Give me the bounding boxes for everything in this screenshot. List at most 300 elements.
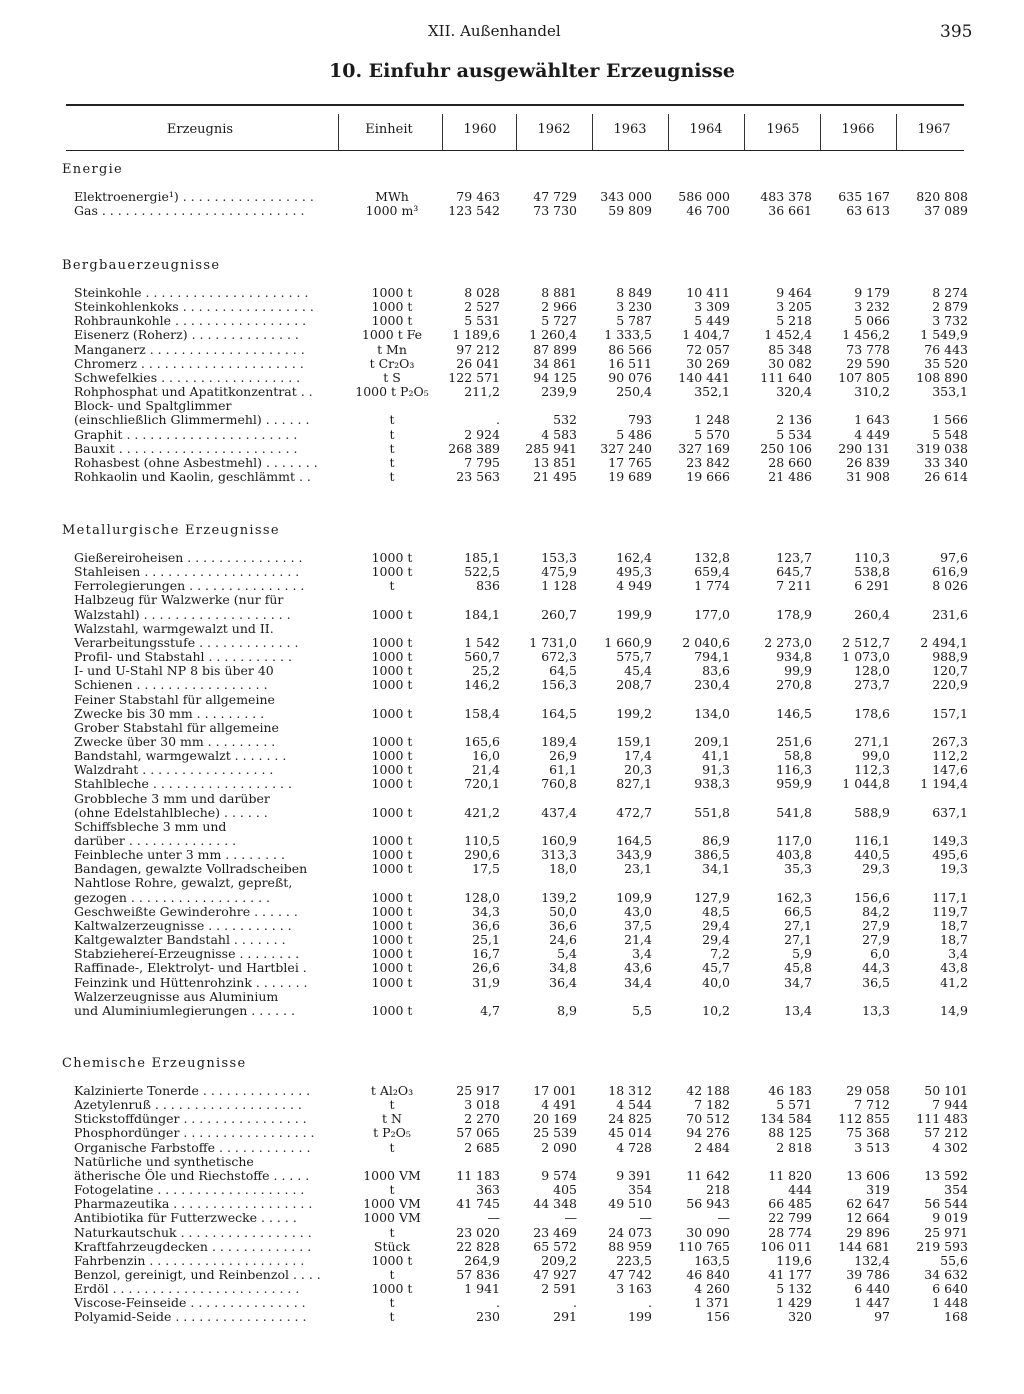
- table-row: [60, 1183, 970, 1197]
- cell-value: 55,6: [940, 1252, 968, 1268]
- row-label: Grobbleche 3 mm und darüber: [74, 791, 270, 806]
- table-row: [60, 650, 970, 664]
- row-label: gezogen . . . . . . . . . . . . . . . . . .: [74, 890, 271, 905]
- table-row: [60, 1211, 970, 1225]
- cell-value: 127,9: [694, 889, 730, 905]
- cell-value: 5 066: [854, 313, 890, 329]
- cell-value: 42 188: [686, 1083, 730, 1098]
- row-label: Stabziehereí-Erzeugnisse . . . . . . . .: [74, 947, 300, 962]
- cell-value: 440,5: [854, 847, 890, 863]
- table-row: [60, 470, 970, 484]
- cell-value: 220,9: [932, 677, 968, 693]
- cell-value: 313,3: [541, 847, 577, 863]
- cell-value: 41 177: [768, 1266, 812, 1282]
- cell-value: 36,6: [472, 917, 500, 933]
- row-label: Stahlbleche . . . . . . . . . . . . . . . . . .: [74, 777, 292, 792]
- cell-value: 99,9: [784, 663, 812, 679]
- cell-value: 9 391: [616, 1167, 652, 1183]
- cell-value: 7 712: [854, 1097, 890, 1113]
- cell-value: 267,3: [932, 733, 968, 749]
- cell-value: 327 169: [678, 440, 730, 456]
- cell-value: 2 136: [776, 412, 812, 428]
- table-row: [60, 919, 970, 933]
- cell-value: 354: [628, 1182, 652, 1198]
- cell-value: 260,7: [541, 606, 577, 622]
- cell-value: 2 966: [541, 299, 577, 315]
- cell-value: 21 495: [533, 468, 577, 484]
- row-label: Azetylenruß . . . . . . . . . . . . . . . . . . .: [74, 1098, 302, 1113]
- table-row: [60, 792, 970, 806]
- cell-value: 18,0: [549, 861, 577, 877]
- row-label: Viscose-Feinseide . . . . . . . . . . . . . . .: [74, 1296, 306, 1311]
- table-row: [60, 385, 970, 399]
- cell-value: 290 131: [838, 440, 890, 456]
- cell-value: 34,1: [702, 861, 730, 877]
- cell-value: 59 809: [608, 203, 652, 219]
- column-separator: [516, 114, 517, 150]
- cell-value: 97,6: [940, 550, 968, 565]
- cell-value: 637,1: [932, 804, 968, 820]
- row-label: Halbzeug für Walzwerke (nur für: [74, 593, 284, 608]
- column-separator: [592, 114, 593, 150]
- row-unit: 1000 t: [371, 932, 413, 948]
- cell-value: 9 574: [541, 1167, 577, 1183]
- cell-value: 56 544: [924, 1196, 968, 1212]
- cell-value: 1 549,9: [920, 327, 968, 343]
- cell-value: 3,4: [632, 946, 652, 962]
- cell-value: 1 731,0: [529, 634, 577, 650]
- table-row: [60, 693, 970, 707]
- cell-value: 177,0: [694, 606, 730, 622]
- row-unit: 1000 t: [371, 705, 413, 721]
- cell-value: 43,8: [940, 960, 968, 976]
- cell-value: 29 058: [846, 1083, 890, 1098]
- cell-value: 13 851: [533, 454, 577, 470]
- cell-value: 128,0: [854, 663, 890, 679]
- row-label: Erdöl . . . . . . . . . . . . . . . . . . . . . . . .: [74, 1282, 300, 1297]
- cell-value: 75 368: [846, 1125, 890, 1141]
- row-label: (einschließlich Glimmermehl) . . . . . .: [74, 413, 310, 428]
- cell-value: 9 179: [854, 285, 890, 300]
- cell-value: 185,1: [464, 550, 500, 565]
- row-label: (ohne Edelstahlbleche) . . . . . .: [74, 805, 268, 820]
- row-unit: 1000 t: [371, 649, 413, 665]
- cell-value: 107 805: [838, 369, 890, 385]
- row-unit: t Mn: [377, 341, 407, 357]
- cell-value: 251,6: [776, 733, 812, 749]
- row-label: Feinzink und Hüttenrohzink . . . . . . .: [74, 975, 308, 990]
- cell-value: 24,6: [549, 932, 577, 948]
- cell-value: 36 661: [768, 203, 812, 219]
- cell-value: 8 028: [464, 285, 500, 300]
- cell-value: 7 944: [932, 1097, 968, 1113]
- table-row: [60, 608, 970, 622]
- table-row: [60, 1084, 970, 1098]
- cell-value: 86,9: [702, 833, 730, 848]
- table-row: [60, 343, 970, 357]
- cell-value: 31,9: [472, 974, 500, 990]
- table-row: [60, 1268, 970, 1282]
- cell-value: 134 584: [760, 1111, 812, 1127]
- cell-value: 73 730: [533, 203, 577, 219]
- cell-value: 588,9: [854, 804, 890, 820]
- row-label: Manganerz . . . . . . . . . . . . . . . . . . . .: [74, 342, 305, 357]
- table-row: [60, 399, 970, 413]
- cell-value: —: [639, 1210, 652, 1226]
- cell-value: 3 205: [776, 299, 812, 315]
- cell-value: 6 291: [854, 578, 890, 594]
- row-unit: 1000 t Fe: [361, 327, 423, 343]
- cell-value: 405: [553, 1182, 577, 1198]
- cell-value: 18 312: [608, 1083, 652, 1098]
- cell-value: 57 065: [456, 1125, 500, 1141]
- cell-value: 23 842: [686, 454, 730, 470]
- row-unit: t: [389, 578, 395, 594]
- cell-value: 41,2: [940, 974, 968, 990]
- table-row: [60, 664, 970, 678]
- cell-value: 36,6: [549, 917, 577, 933]
- cell-value: 46 700: [686, 203, 730, 219]
- cell-value: 110,3: [854, 550, 890, 565]
- row-label: Rohasbest (ohne Asbestmehl) . . . . . . .: [74, 455, 318, 470]
- cell-value: 37 089: [924, 203, 968, 219]
- row-unit: 1000 t: [371, 1002, 413, 1018]
- row-label: darüber . . . . . . . . . . . . . .: [74, 834, 237, 848]
- cell-value: 164,5: [541, 705, 577, 721]
- row-label: Graphit . . . . . . . . . . . . . . . . . . . . . .: [74, 427, 298, 442]
- cell-value: 84,2: [862, 903, 890, 919]
- cell-value: 108 890: [916, 369, 968, 385]
- cell-value: 5,5: [632, 1002, 652, 1018]
- cell-value: 2 090: [541, 1139, 577, 1155]
- cell-value: 9 464: [776, 285, 812, 300]
- row-unit: 1000 t: [371, 917, 413, 933]
- cell-value: 112,2: [932, 748, 968, 764]
- row-label: Rohphosphat und Apatitkonzentrat . .: [74, 385, 313, 400]
- cell-value: 12 664: [846, 1210, 890, 1226]
- cell-value: 110 765: [678, 1238, 730, 1254]
- cell-value: 1 566: [932, 412, 968, 428]
- cell-value: 189,4: [541, 733, 577, 749]
- cell-value: 551,8: [694, 804, 730, 820]
- cell-value: 495,3: [616, 564, 652, 580]
- cell-value: 26 041: [456, 355, 500, 371]
- row-label: Kaltwalzerzeugnisse . . . . . . . . . . .: [74, 918, 292, 933]
- cell-value: 18,7: [940, 917, 968, 933]
- row-label: Fotogelatine . . . . . . . . . . . . . . . . . . .: [74, 1183, 305, 1198]
- row-unit: 1000 t: [371, 313, 413, 329]
- cell-value: 34,4: [624, 974, 652, 990]
- table-row: [60, 1098, 970, 1112]
- row-label: Walzstahl, warmgewalzt und II.: [74, 621, 274, 636]
- cell-value: 354: [944, 1182, 968, 1198]
- cell-value: 403,8: [776, 847, 812, 863]
- cell-value: 29,3: [862, 861, 890, 877]
- row-label: Fahrbenzin . . . . . . . . . . . . . . . . . . . .: [74, 1253, 305, 1268]
- cell-value: 88 125: [768, 1125, 812, 1141]
- row-label: Eisenerz (Roherz) . . . . . . . . . . . . . .: [74, 328, 299, 343]
- cell-value: .: [573, 1295, 577, 1311]
- cell-value: 541,8: [776, 804, 812, 820]
- cell-value: 250,4: [616, 384, 652, 400]
- cell-value: 139,2: [541, 889, 577, 905]
- cell-value: 231,6: [932, 606, 968, 622]
- row-unit: t: [389, 468, 395, 484]
- table-row: [60, 286, 970, 300]
- cell-value: 4 949: [616, 578, 652, 594]
- cell-value: 34,7: [784, 974, 812, 990]
- cell-value: 46 183: [768, 1083, 812, 1098]
- table-row: [60, 834, 970, 848]
- cell-value: 1 448: [932, 1295, 968, 1311]
- section-heading: Metallurgische Erzeugnisse: [62, 523, 280, 538]
- cell-value: 26,6: [472, 960, 500, 976]
- cell-value: 938,3: [694, 776, 730, 792]
- cell-value: 319 038: [916, 440, 968, 456]
- cell-value: 793: [628, 412, 652, 428]
- cell-value: 1 660,9: [604, 634, 652, 650]
- cell-value: 472,7: [616, 804, 652, 820]
- cell-value: 2 494,1: [920, 634, 968, 650]
- cell-value: 264,9: [464, 1252, 500, 1268]
- cell-value: 112 855: [838, 1111, 890, 1127]
- cell-value: 7 211: [776, 578, 812, 594]
- row-label: Steinkohle . . . . . . . . . . . . . . . . . . . . .: [74, 286, 309, 300]
- column-separator: [442, 114, 443, 150]
- cell-value: 30 269: [686, 355, 730, 371]
- cell-value: 156: [706, 1309, 730, 1325]
- cell-value: 223,5: [616, 1252, 652, 1268]
- cell-value: 8 881: [541, 285, 577, 300]
- running-head: XII. Außenhandel: [428, 22, 561, 40]
- cell-value: 483 378: [760, 189, 812, 204]
- cell-value: 23 563: [456, 468, 500, 484]
- cell-value: 21 486: [768, 468, 812, 484]
- cell-value: 25 539: [533, 1125, 577, 1141]
- cell-value: 28 774: [768, 1224, 812, 1240]
- cell-value: 27,9: [862, 917, 890, 933]
- cell-value: 90 076: [608, 369, 652, 385]
- row-unit: MWh: [375, 189, 409, 204]
- cell-value: 1 333,5: [604, 327, 652, 343]
- row-label: Zwecke bis 30 mm . . . . . . . . .: [74, 706, 265, 721]
- row-unit: 1000 t: [371, 634, 413, 650]
- row-label: Kraftfahrzeugdecken . . . . . . . . . . . . .: [74, 1239, 312, 1254]
- cell-value: 4 728: [616, 1139, 652, 1155]
- table-row: [60, 678, 970, 692]
- cell-value: 2 273,0: [764, 634, 812, 650]
- cell-value: 36,4: [549, 974, 577, 990]
- cell-value: 285 941: [525, 440, 577, 456]
- cell-value: 25 971: [924, 1224, 968, 1240]
- cell-value: 117,0: [776, 833, 812, 848]
- row-unit: 1000 VM: [363, 1196, 421, 1212]
- row-label: Schiffsbleche 3 mm und: [74, 819, 227, 834]
- cell-value: 61,1: [549, 762, 577, 778]
- table-row: [60, 905, 970, 919]
- row-label: Gießereiroheisen . . . . . . . . . . . . . . .: [74, 551, 303, 565]
- cell-value: 2 270: [464, 1111, 500, 1127]
- cell-value: 3 163: [616, 1281, 652, 1297]
- cell-value: .: [496, 412, 500, 428]
- cell-value: 63 613: [846, 203, 890, 219]
- cell-value: 45,8: [784, 960, 812, 976]
- cell-value: 66 485: [768, 1196, 812, 1212]
- table-row: [60, 1126, 970, 1140]
- cell-value: 4 449: [854, 426, 890, 442]
- cell-value: 106 011: [760, 1238, 812, 1254]
- cell-value: 3 018: [464, 1097, 500, 1113]
- row-unit: t P₂O₅: [373, 1125, 411, 1141]
- table-row: [60, 721, 970, 735]
- row-label: Feinbleche unter 3 mm . . . . . . . .: [74, 848, 285, 863]
- cell-value: 209,2: [541, 1252, 577, 1268]
- table-row: [60, 1254, 970, 1268]
- column-separator: [338, 114, 339, 150]
- table-row: [60, 891, 970, 905]
- cell-value: 65 572: [533, 1238, 577, 1254]
- row-label: Schwefelkies . . . . . . . . . . . . . . . . . .: [74, 370, 301, 385]
- cell-value: 44 348: [533, 1196, 577, 1212]
- row-label: Rohbraunkohle . . . . . . . . . . . . . . . . .: [74, 314, 307, 329]
- cell-value: 23,1: [624, 861, 652, 877]
- cell-value: 8 026: [932, 578, 968, 594]
- cell-value: 5 531: [464, 313, 500, 329]
- cell-value: 836: [476, 578, 500, 594]
- cell-value: 22 799: [768, 1210, 812, 1226]
- table-row: [60, 749, 970, 763]
- cell-value: 2 527: [464, 299, 500, 315]
- cell-value: 2 512,7: [842, 634, 890, 650]
- cell-value: 2 818: [776, 1139, 812, 1155]
- cell-value: 163,5: [694, 1252, 730, 1268]
- row-label: Pharmazeutika . . . . . . . . . . . . . . . . . .: [74, 1197, 313, 1212]
- cell-value: 3 230: [616, 299, 652, 315]
- cell-value: 760,8: [541, 776, 577, 792]
- cell-value: 3 309: [694, 299, 730, 315]
- cell-value: 56 943: [686, 1196, 730, 1212]
- table-row: [60, 190, 970, 204]
- cell-value: 4,7: [480, 1002, 500, 1018]
- cell-value: 19 666: [686, 468, 730, 484]
- cell-value: 17 001: [533, 1083, 577, 1098]
- cell-value: 27,1: [784, 932, 812, 948]
- cell-value: 34,8: [549, 960, 577, 976]
- table-row: [60, 357, 970, 371]
- cell-value: 1 189,6: [452, 327, 500, 343]
- cell-value: 25,2: [472, 663, 500, 679]
- cell-value: 45,7: [702, 960, 730, 976]
- cell-value: 66,5: [784, 903, 812, 919]
- row-label: Ferrolegierungen . . . . . . . . . . . . . . .: [74, 579, 305, 594]
- cell-value: 87 899: [533, 341, 577, 357]
- cell-value: 43,6: [624, 960, 652, 976]
- row-unit: t: [389, 1266, 395, 1282]
- cell-value: 7 795: [464, 454, 500, 470]
- row-label: Block- und Spaltglimmer: [74, 399, 232, 414]
- cell-value: 29 896: [846, 1224, 890, 1240]
- table-row: [60, 593, 970, 607]
- table-row: [60, 1282, 970, 1296]
- row-label: Benzol, gereinigt, und Reinbenzol . . . .: [74, 1267, 321, 1282]
- cell-value: 18,7: [940, 932, 968, 948]
- row-unit: t: [389, 1295, 395, 1311]
- cell-value: 110,5: [464, 833, 500, 848]
- table-row: [60, 1226, 970, 1240]
- cell-value: 45 014: [608, 1125, 652, 1141]
- cell-value: 147,6: [932, 762, 968, 778]
- row-label: Profil- und Stabstahl . . . . . . . . . . .: [74, 650, 292, 665]
- cell-value: 22 828: [456, 1238, 500, 1254]
- row-label: Zwecke über 30 mm . . . . . . . . .: [74, 734, 276, 749]
- table-row: [60, 848, 970, 862]
- cell-value: 522,5: [464, 564, 500, 580]
- cell-value: 45,4: [624, 663, 652, 679]
- row-unit: 1000 t: [371, 861, 413, 877]
- cell-value: 988,9: [932, 649, 968, 665]
- table-row: [60, 456, 970, 470]
- cell-value: 27,1: [784, 917, 812, 933]
- cell-value: 4 583: [541, 426, 577, 442]
- section-heading: Bergbauerzeugnisse: [62, 258, 221, 273]
- cell-value: 10 411: [686, 285, 730, 300]
- cell-value: 3 513: [854, 1139, 890, 1155]
- row-unit: 1000 t: [371, 903, 413, 919]
- cell-value: 10,2: [702, 1002, 730, 1018]
- cell-value: 5 787: [616, 313, 652, 329]
- cell-value: 13,4: [784, 1002, 812, 1018]
- cell-value: 353,1: [932, 384, 968, 400]
- row-label: Schienen . . . . . . . . . . . . . . . . .: [74, 678, 268, 693]
- row-unit: 1000 VM: [363, 1210, 421, 1226]
- cell-value: 34,3: [472, 903, 500, 919]
- cell-value: 560,7: [464, 649, 500, 665]
- cell-value: 62 647: [846, 1196, 890, 1212]
- cell-value: 153,3: [541, 550, 577, 565]
- table-row: [60, 1112, 970, 1126]
- table-row: [60, 622, 970, 636]
- cell-value: 239,9: [541, 384, 577, 400]
- cell-value: 2 685: [464, 1139, 500, 1155]
- cell-value: 230: [476, 1309, 500, 1325]
- cell-value: 7,2: [710, 946, 730, 962]
- cell-value: 8 849: [616, 285, 652, 300]
- row-unit: 1000 t: [371, 663, 413, 679]
- cell-value: 3 732: [932, 313, 968, 329]
- page-number: 395: [940, 22, 973, 42]
- table-row: [60, 735, 970, 749]
- table-row: [60, 1240, 970, 1254]
- row-label: Bauxit . . . . . . . . . . . . . . . . . . . . . . .: [74, 441, 298, 456]
- cell-value: 2 879: [932, 299, 968, 315]
- cell-value: 6 440: [854, 1281, 890, 1297]
- row-label: Steinkohlenkoks . . . . . . . . . . . . . . . . .: [74, 300, 314, 315]
- cell-value: 23 469: [533, 1224, 577, 1240]
- cell-value: 37,5: [624, 917, 652, 933]
- cell-value: 17 765: [608, 454, 652, 470]
- cell-value: 290,6: [464, 847, 500, 863]
- cell-value: 211,2: [464, 384, 500, 400]
- table-row: [60, 976, 970, 990]
- cell-value: 199,2: [616, 705, 652, 721]
- column-header: 1964: [689, 122, 723, 137]
- cell-value: 1 542: [464, 634, 500, 650]
- table-row: [60, 763, 970, 777]
- cell-value: 538,8: [854, 564, 890, 580]
- cell-value: 119,7: [932, 903, 968, 919]
- cell-value: 5 132: [776, 1281, 812, 1297]
- cell-value: 8,9: [557, 1002, 577, 1018]
